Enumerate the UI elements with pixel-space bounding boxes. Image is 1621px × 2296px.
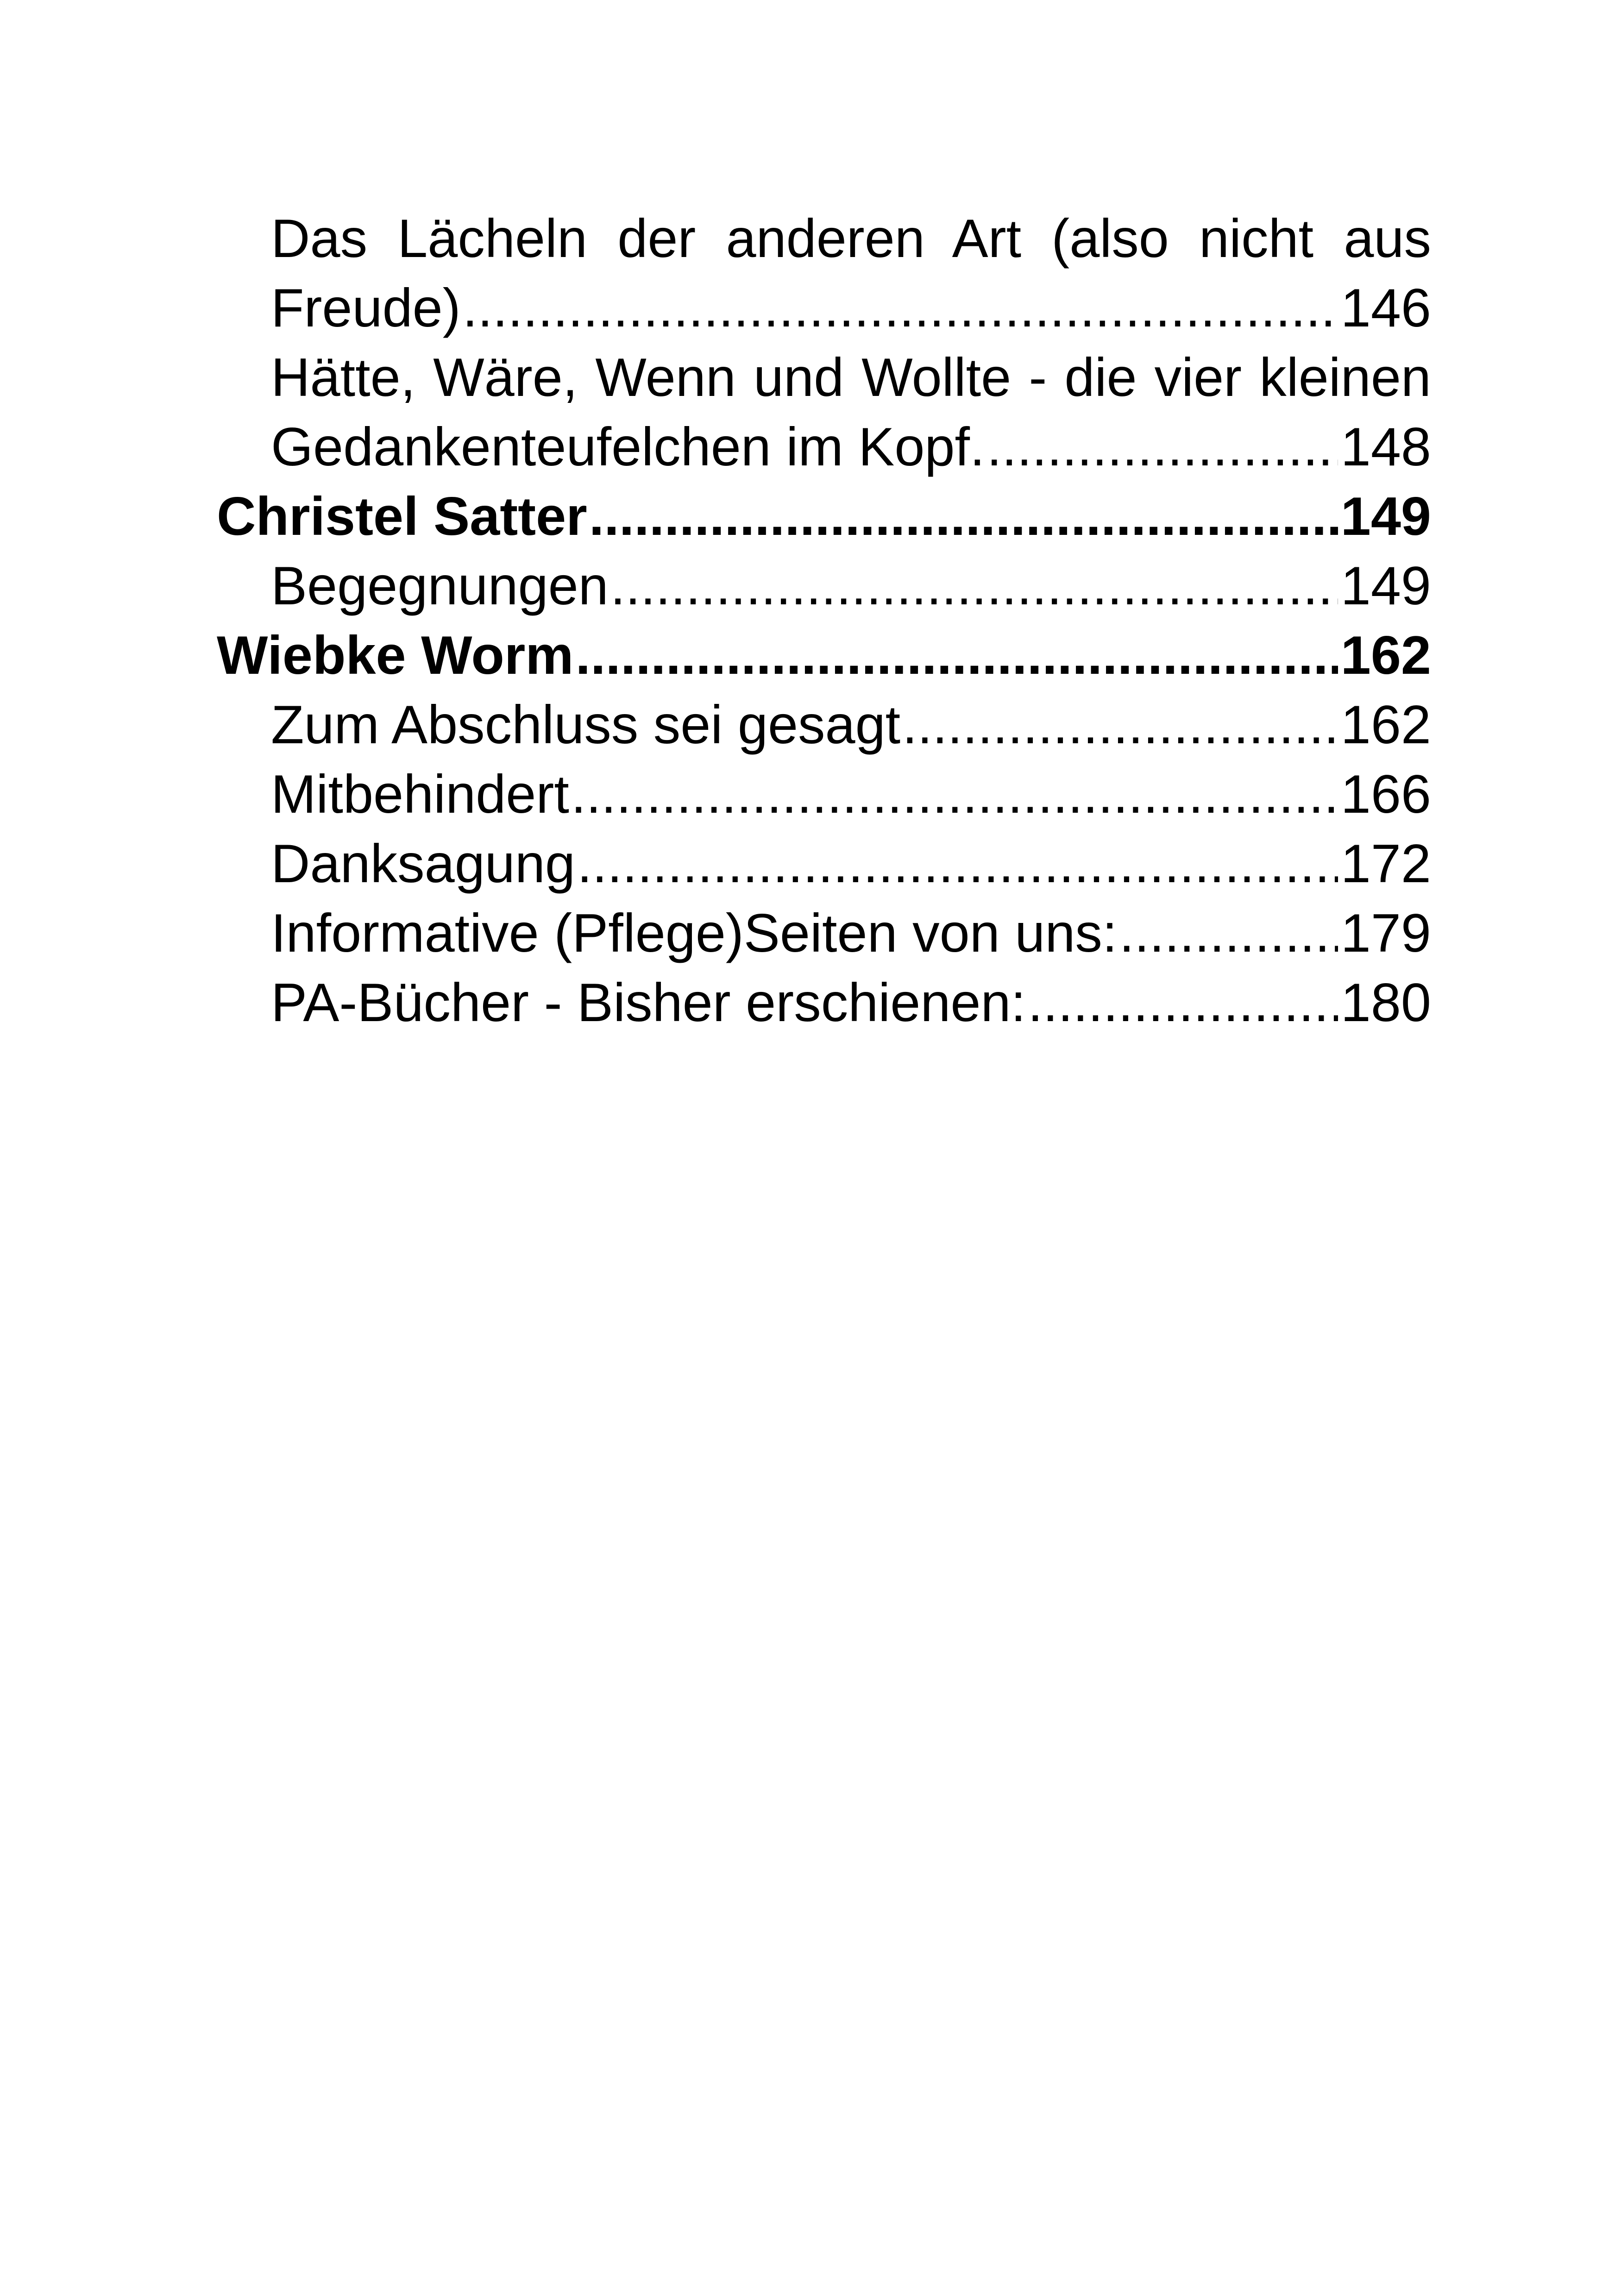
toc-entry[interactable] — [217, 898, 1431, 968]
toc-page-number: 166 — [1340, 764, 1431, 824]
toc-section-title: Wiebke Worm — [217, 625, 574, 685]
toc-entry[interactable] — [217, 759, 1431, 829]
toc-section-entry[interactable] — [217, 482, 1431, 551]
dot-leader — [577, 829, 1338, 898]
toc-entry-title: Mitbehindert — [271, 764, 569, 824]
toc-page-number: 146 — [1340, 277, 1431, 338]
toc-page-number: 149 — [1340, 555, 1431, 616]
toc-entry[interactable] — [217, 690, 1431, 759]
toc-section-entry[interactable] — [217, 621, 1431, 690]
toc-page-number: 148 — [1340, 416, 1431, 477]
toc-entry-title: PA-Bücher - Bisher erschienen: — [271, 972, 1026, 1033]
toc-page-number: 172 — [1340, 833, 1431, 894]
dot-leader — [610, 551, 1338, 621]
toc-page-number: 179 — [1340, 903, 1431, 963]
toc-entry[interactable] — [217, 412, 1431, 482]
dot-leader — [589, 482, 1338, 551]
dot-leader — [902, 690, 1338, 759]
toc-entry[interactable] — [217, 273, 1431, 343]
toc-page-number: 162 — [1340, 694, 1431, 755]
toc-entry[interactable] — [217, 968, 1431, 1037]
toc-page-number: 149 — [1340, 486, 1431, 546]
dot-leader — [463, 273, 1338, 343]
toc-page-number: 162 — [1340, 625, 1431, 685]
toc-entry-title: Zum Abschluss sei gesagt — [271, 694, 901, 755]
toc-entry-title: Freude) — [271, 277, 461, 338]
toc-entry-title: Gedankenteufelchen im Kopf. — [271, 416, 985, 477]
toc-entry-title: Informative (Pflege)Seiten von uns: — [271, 903, 1118, 963]
dot-leader — [987, 412, 1338, 482]
dot-leader — [575, 621, 1338, 690]
toc-page-number: 180 — [1340, 972, 1431, 1033]
dot-leader — [1119, 898, 1338, 968]
dot-leader — [1028, 968, 1338, 1037]
dot-leader — [571, 759, 1338, 829]
toc-entry[interactable] — [217, 829, 1431, 898]
toc-entry-title: Begegnungen — [271, 555, 609, 616]
toc-entry-title-line: Das Lächeln der anderen Art (also nicht aus — [271, 208, 1431, 269]
toc-entry[interactable] — [217, 551, 1431, 621]
toc-entry-title-line: Hätte, Wäre, Wenn und Wollte - die vier kleinen — [271, 347, 1431, 408]
table-of-contents — [217, 204, 1431, 1037]
toc-entry-title: Danksagung — [271, 833, 575, 894]
toc-section-title: Christel Satter — [217, 486, 587, 546]
